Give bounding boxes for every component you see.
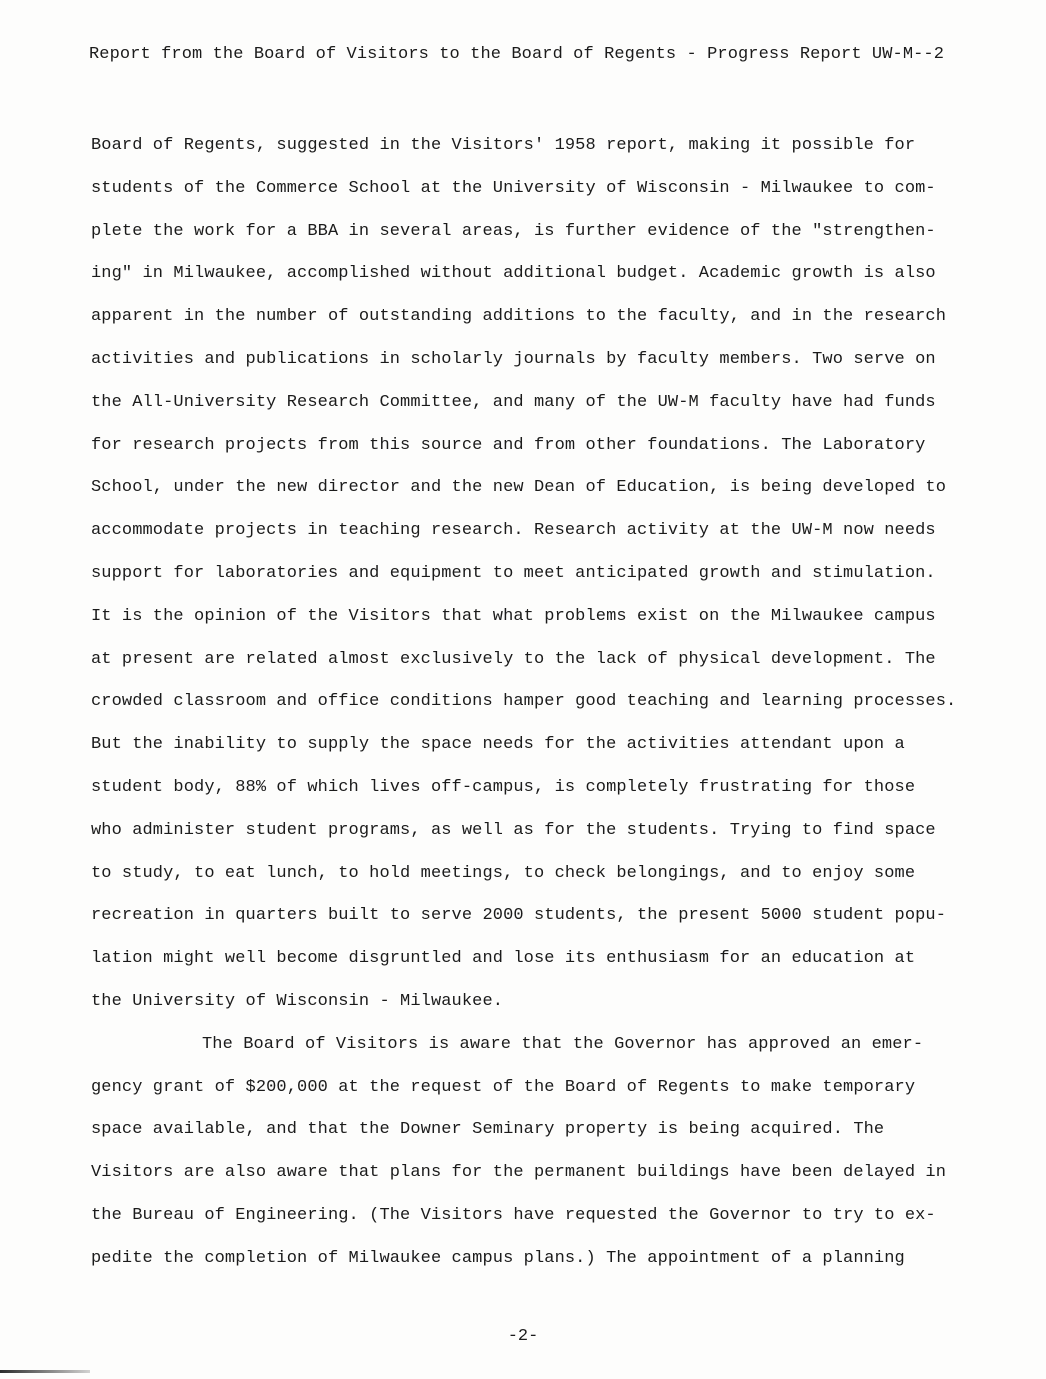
text-line: apparent in the number of outstanding additions to the faculty, and in the research	[91, 307, 947, 327]
text-line: space available, and that the Downer Seminary property is being acquired. The	[91, 1120, 885, 1140]
text-line: for research projects from this source and from other foundations. The Laboratory	[91, 435, 926, 455]
scan-edge-mark	[0, 1370, 90, 1373]
text-line: support for laboratories and equipment to meet anticipated growth and stimulation.	[91, 563, 936, 583]
text-line: who administer student programs, as well as for the students. Trying to find space	[91, 820, 936, 840]
text-line: the University of Wisconsin - Milwaukee.	[91, 991, 504, 1011]
text-line: the All-University Research Committee, and many of the UW-M faculty have had funds	[91, 392, 936, 412]
text-line: the Bureau of Engineering. (The Visitors have requested the Governor to try to ex-	[91, 1205, 936, 1225]
page-number: -2-	[507, 1327, 539, 1346]
text-line: crowded classroom and office conditions hamper good teaching and learning processes.	[91, 692, 957, 712]
text-line: accommodate projects in teaching research. Research activity at the UW-M now needs	[91, 521, 936, 541]
text-line: ing" in Milwaukee, accomplished without additional budget. Academic growth is also	[91, 264, 936, 284]
running-header: Report from the Board of Visitors to the Board of Regents - Progress Report UW-M--2	[89, 45, 945, 64]
paragraph-start-line: The Board of Visitors is aware that the Governor has approved an emer-	[202, 1034, 924, 1054]
text-line: activities and publications in scholarly journals by faculty members. Two serve on	[91, 349, 936, 369]
text-line: Board of Regents, suggested in the Visitors' 1958 report, making it possible for	[91, 136, 916, 155]
text-line: But the inability to supply the space needs for the activities attendant upon a	[91, 735, 905, 755]
text-line: student body, 88% of which lives off-campus, is completely frustrating for those	[91, 777, 916, 797]
text-line: pedite the completion of Milwaukee campus plans.) The appointment of a planning	[91, 1248, 905, 1268]
text-line: lation might well become disgruntled and lose its enthusiasm for an education at	[91, 949, 916, 969]
body-text	[91, 125, 991, 1281]
text-line: plete the work for a BBA in several areas, is further evidence of the "strengthen-	[91, 221, 936, 241]
text-line: recreation in quarters built to serve 2000 students, the present 5000 student popu-	[91, 906, 947, 926]
text-line: School, under the new director and the new Dean of Education, is being developed to	[91, 478, 947, 498]
text-line: gency grant of $200,000 at the request of the Board of Regents to make temporary	[91, 1077, 916, 1097]
text-line: It is the opinion of the Visitors that what problems exist on the Milwaukee campus	[91, 606, 936, 626]
text-line: to study, to eat lunch, to hold meetings, to check belongings, and to enjoy some	[91, 863, 916, 883]
text-line: students of the Commerce School at the University of Wisconsin - Milwaukee to com-	[91, 178, 936, 198]
text-line: at present are related almost exclusively to the lack of physical development. The	[91, 649, 936, 669]
text-line: Visitors are also aware that plans for the permanent buildings have been delayed in	[91, 1163, 947, 1183]
